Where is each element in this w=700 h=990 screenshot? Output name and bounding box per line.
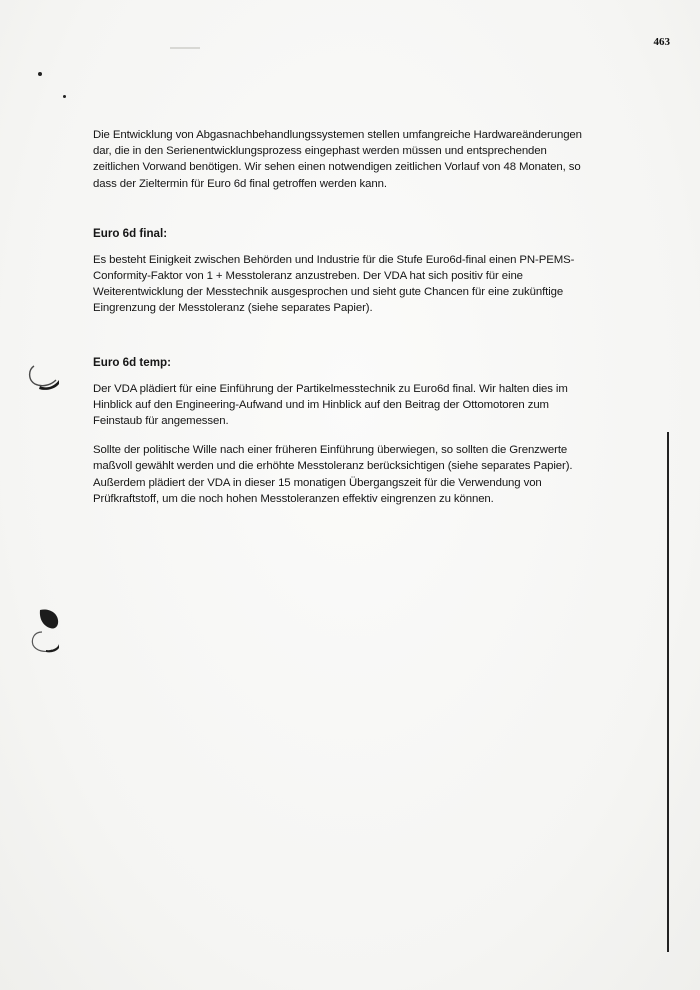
scan-speck xyxy=(38,72,42,76)
paragraph-euro6d-temp-1: Der VDA plädiert für eine Einführung der Partikelmesstechnik zu Euro6d final. Wir halten dies im Hinblick auf den Engineering-Aufwand und im Hinblick auf den Beitrag der Ottomotoren zum Feinstaub für angemessen. xyxy=(93,382,568,428)
intro-paragraph: Die Entwicklung von Abgasnachbehandlungssystemen stellen umfangreiche Hardwareänderungen dar, die in den Serienentwicklungsprozess eingephast werden müssen und entsprechenden zeitlichen Vorwand benötigen. Wir sehen einen notwendigen zeitlichen Vorlauf von 48 Monaten, so dass der Zieltermin für Euro 6d final getroffen werden kann. xyxy=(93,129,582,190)
page-number: 463 xyxy=(653,36,670,48)
heading-euro6d-temp: Euro 6d temp: xyxy=(93,355,171,369)
paragraph-euro6d-temp-2: Sollte der politische Wille nach einer früheren Einführung überwiegen, so sollten die Grenzwerte maßvoll gewählt werden und die erhöhte Messtoleranz berücksichtigen (siehe separates Papier). Außerdem plädiert der VDA in dieser 15 monatigen Übergangszeit für die Verwendung von Prüfkraftstoff, um die noch hohen Messtoleranzen effektiv eingrenzen zu können. xyxy=(93,444,573,505)
punch-hole-mark xyxy=(28,606,62,654)
margin-line xyxy=(667,432,669,952)
heading-euro6d-final: Euro 6d final: xyxy=(93,226,168,240)
scan-speck xyxy=(63,95,66,98)
scan-smudge xyxy=(170,47,200,49)
document-body xyxy=(93,127,583,507)
punch-hole-mark xyxy=(26,362,62,392)
paragraph-euro6d-final: Es besteht Einigkeit zwischen Behörden und Industrie für die Stufe Euro6d-final einen PN-PEMS-Conformity-Faktor von 1 + Messtoleranz anzustreben. Der VDA hat sich positiv für eine Weiterentwicklung der Messtechnik ausgesprochen und sieht gute Chancen für eine zukünftige Eingrenzung der Messtoleranz (siehe separates Papier). xyxy=(93,253,575,315)
